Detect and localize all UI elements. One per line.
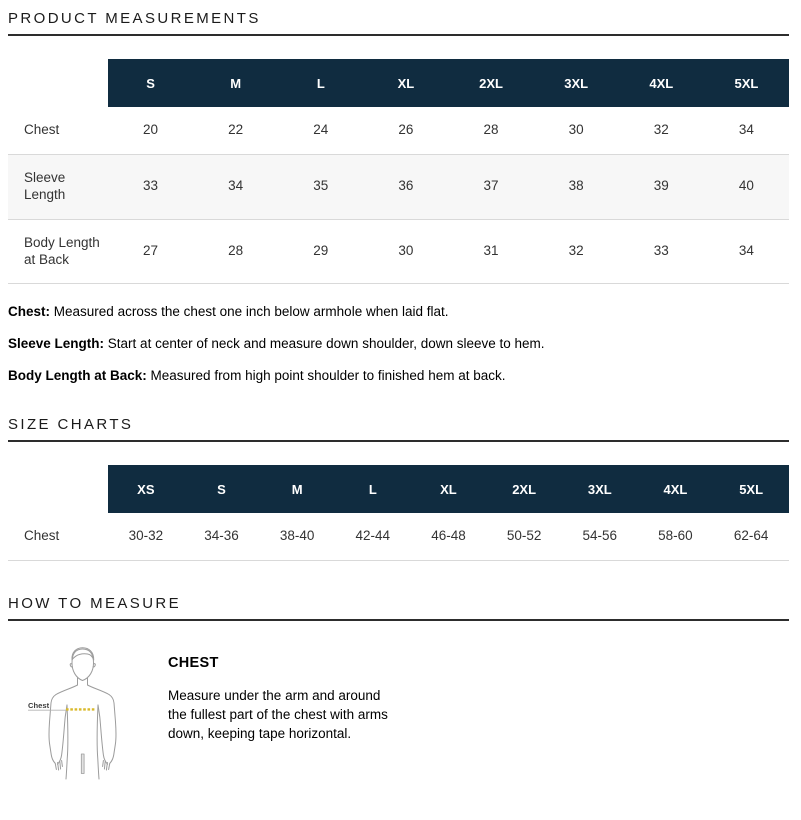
figure-right-inner-arm: [98, 705, 108, 764]
corner-cell: [8, 59, 108, 107]
size-column-header: S: [108, 59, 193, 107]
note-term: Sleeve Length:: [8, 336, 105, 352]
size-column-header: L: [335, 465, 411, 513]
measurement-cell: 62-64: [713, 513, 789, 560]
row-label: Chest: [8, 513, 108, 560]
measurement-cell: 30: [534, 107, 619, 154]
measurement-cell: 33: [619, 219, 704, 284]
measurement-cell: 54-56: [562, 513, 638, 560]
measure-item-description: Measure under the arm and around the fullest part of the chest with arms down, keeping tape horizontal.: [168, 688, 388, 742]
measurement-cell: 30-32: [108, 513, 184, 560]
measurement-cell: 32: [619, 107, 704, 154]
measurement-cell: 31: [449, 219, 534, 284]
product-measurements-title: PRODUCT MEASUREMENTS: [8, 10, 789, 36]
measurement-cell: 27: [108, 219, 193, 284]
table-row-sleeve-length: [8, 154, 789, 219]
figure-ears: [70, 664, 95, 667]
measurement-cell: 24: [278, 107, 363, 154]
measurement-cell: 26: [363, 107, 448, 154]
size-column-header: 5XL: [713, 465, 789, 513]
size-column-header: XS: [108, 465, 184, 513]
size-header-row: [8, 59, 789, 107]
size-header-row: [8, 465, 789, 513]
measurement-cell: 34: [704, 219, 789, 284]
row-label: Sleeve Length: [8, 154, 108, 219]
size-column-header: M: [193, 59, 278, 107]
note-term: Body Length at Back:: [8, 368, 147, 384]
note-text: Measured from high point shoulder to finished hem at back.: [150, 368, 506, 384]
measurement-notes: [8, 302, 789, 386]
measurement-cell: 58-60: [638, 513, 714, 560]
figure-shoulders: [56, 685, 109, 695]
body-figure-svg: [23, 647, 128, 782]
figure-chest-label: Chest: [28, 701, 50, 711]
body-figure-illustration: [23, 647, 128, 782]
measurement-cell: 38: [534, 154, 619, 219]
size-column-header: 2XL: [449, 59, 534, 107]
measurement-cell: 34: [193, 154, 278, 219]
measurement-cell: 37: [449, 154, 534, 219]
size-column-header: 2XL: [486, 465, 562, 513]
measurement-cell: 34-36: [184, 513, 260, 560]
note-sleeve-length: [8, 334, 789, 354]
figure-right-arm: [109, 695, 116, 764]
note-text: Start at center of neck and measure down shoulder, down sleeve to hem.: [107, 336, 545, 352]
figure-hair: [72, 648, 94, 660]
measurement-cell: 32: [534, 219, 619, 284]
table-row-chest-range: [8, 513, 789, 560]
measurement-cell: 50-52: [486, 513, 562, 560]
measurement-cell: 36: [363, 154, 448, 219]
measurement-cell: 28: [449, 107, 534, 154]
corner-cell: [8, 465, 108, 513]
size-column-header: M: [259, 465, 335, 513]
size-column-header: S: [184, 465, 260, 513]
how-to-measure-content: [8, 647, 789, 782]
measurement-cell: 46-48: [411, 513, 487, 560]
size-column-header: 5XL: [704, 59, 789, 107]
note-term: Chest:: [8, 304, 51, 320]
figure-left-inner-arm: [57, 705, 67, 764]
measurement-cell: 39: [619, 154, 704, 219]
measurement-cell: 28: [193, 219, 278, 284]
measurement-cell: 22: [193, 107, 278, 154]
measurement-cell: 35: [278, 154, 363, 219]
table-row-body-length: [8, 219, 789, 284]
measurement-cell: 38-40: [259, 513, 335, 560]
note-text: Measured across the chest one inch below armhole when laid flat.: [53, 304, 449, 320]
note-chest: [8, 302, 789, 322]
measurement-cell: 34: [704, 107, 789, 154]
measurement-cell: 20: [108, 107, 193, 154]
note-body-length: [8, 366, 789, 386]
measure-instructions: [168, 647, 388, 743]
how-to-measure-title: HOW TO MEASURE: [8, 595, 789, 621]
size-column-header: 4XL: [619, 59, 704, 107]
size-column-header: 3XL: [534, 59, 619, 107]
measure-item-title: CHEST: [168, 655, 219, 672]
size-charts-title: SIZE CHARTS: [8, 416, 789, 442]
table-row-chest: [8, 107, 789, 154]
size-charts-table: [8, 465, 789, 561]
measurement-cell: 33: [108, 154, 193, 219]
measurement-cell: 29: [278, 219, 363, 284]
size-column-header: XL: [411, 465, 487, 513]
measurement-cell: 42-44: [335, 513, 411, 560]
figure-left-arm: [49, 695, 56, 764]
measurement-cell: 40: [704, 154, 789, 219]
product-measurements-table: [8, 59, 789, 284]
size-column-header: 3XL: [562, 465, 638, 513]
row-label: Body Length at Back: [8, 219, 108, 284]
measurement-cell: 30: [363, 219, 448, 284]
size-column-header: XL: [363, 59, 448, 107]
size-column-header: 4XL: [638, 465, 714, 513]
size-column-header: L: [278, 59, 363, 107]
figure-center-bar: [81, 754, 84, 774]
row-label: Chest: [8, 107, 108, 154]
